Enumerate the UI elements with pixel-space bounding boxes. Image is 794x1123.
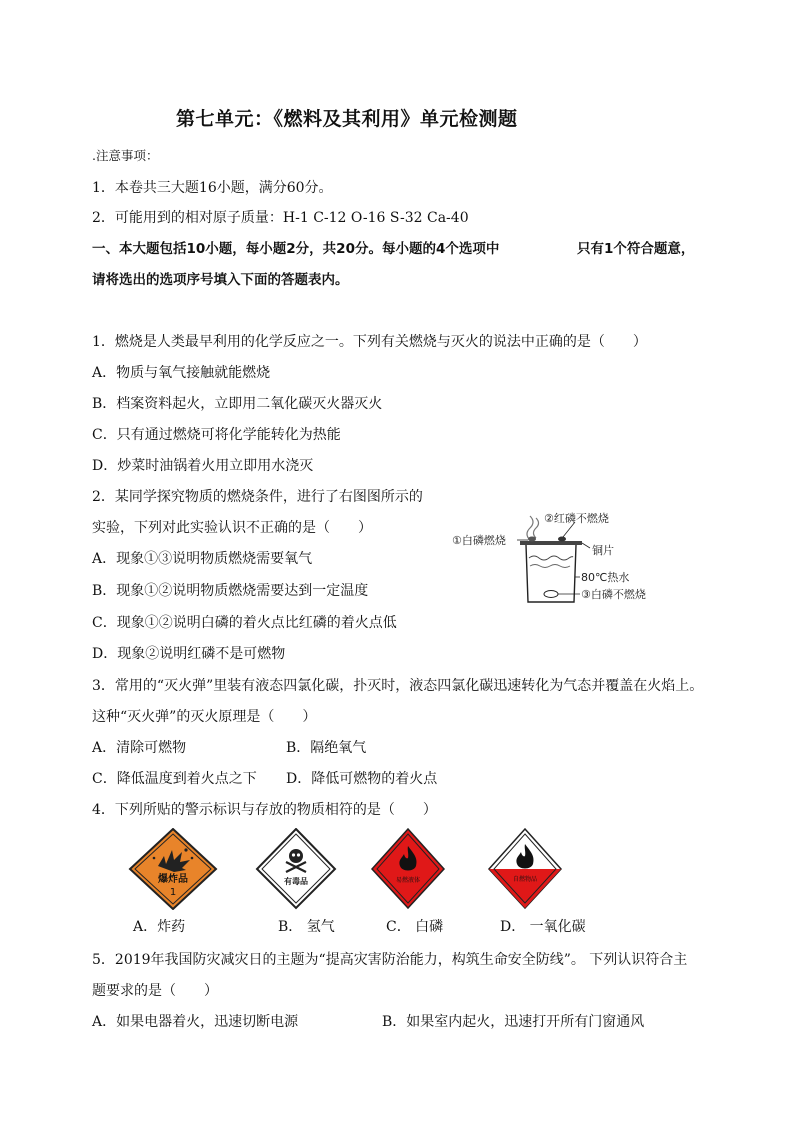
q2-option-b: B．现象①②说明物质燃烧需要达到一定温度 xyxy=(92,583,369,599)
label-white-phosphorus: ①白磷燃烧 xyxy=(452,534,506,547)
explosive-sign-label: 爆炸品 xyxy=(158,874,188,885)
smoke-icon xyxy=(527,516,533,540)
q5-option-b: B．如果室内起火，迅速打开所有门窗通风 xyxy=(382,1014,645,1030)
q2-stem-1: 2．某同学探究物质的燃烧条件，进行了右图图所示的 xyxy=(92,489,423,505)
q2-stem-2: 实验，下列对此实验认识不正确的是（ ） xyxy=(92,520,372,536)
label-hot-water: 80℃热水 xyxy=(581,571,630,584)
note-item-2: 2．可能用到的相对原子质量：H-1 C-12 O-16 S-32 Ca-40 xyxy=(92,210,469,226)
q4-option-c: C． 白磷 xyxy=(386,919,444,935)
q3-option-c: C．降低温度到着火点之下 xyxy=(92,771,257,787)
q1-option-a: A．物质与氧气接触就能燃烧 xyxy=(92,365,271,381)
q4-option-d: D． 一氧化碳 xyxy=(500,919,586,935)
q4-stem: 4．下列所贴的警示标识与存放的物质相符的是（ ） xyxy=(92,802,437,818)
label-copper: 铜片 xyxy=(592,544,614,557)
submerged-white-phosphorus xyxy=(544,591,558,598)
flammable-sign-label: 易燃液体 xyxy=(395,877,421,884)
q3-option-a: A．清除可燃物 xyxy=(92,740,187,756)
notes-header: .注意事项： xyxy=(92,148,159,163)
q5-option-a: A．如果电器着火，迅速切断电源 xyxy=(92,1014,299,1030)
q2-option-c: C．现象①②说明白磷的着火点比红磷的着火点低 xyxy=(92,615,397,631)
toxic-sign-label: 有毒品 xyxy=(284,877,308,886)
q1-stem: 1．燃烧是人类最早利用的化学反应之一。下列有关燃烧与灭火的说法中正确的是（ ） xyxy=(92,334,647,350)
hot-water xyxy=(529,556,573,560)
q4-option-b: B． 氢气 xyxy=(278,919,335,935)
white-phosphorus-dot xyxy=(528,537,536,542)
red-phosphorus-dot xyxy=(558,537,566,542)
q5-stem-2: 题要求的是（ ） xyxy=(92,983,218,999)
smoke-icon xyxy=(534,518,539,538)
q1-option-d: D．炒菜时油锅着火用立即用水浇灭 xyxy=(92,458,314,474)
flammable-liquid-sign xyxy=(370,828,446,910)
page-title: 第七单元：《燃料及其利用》单元检测题 xyxy=(176,108,518,130)
q4-option-a: A．炸药 xyxy=(133,919,186,935)
label-white-phosphorus-2: ③白磷不燃烧 xyxy=(581,588,646,601)
q3-stem-2: 这种“灭火弹”的灭火原理是（ ） xyxy=(92,709,317,725)
q1-option-c: C．只有通过燃烧可将化学能转化为热能 xyxy=(92,427,341,443)
q5-stem-1: 5．2019年我国防灾减灾日的主题为“提高灾害防治能力，构筑生命安全防线”。 下列认识符合主 xyxy=(92,952,688,968)
q2-option-a: A．现象①③说明物质燃烧需要氧气 xyxy=(92,551,313,567)
q3-stem-1: 3．常用的“灭火弹”里装有液态四氯化碳，扑灭时，液态四氯化碳迅速转化为气态并覆盖在火焰上。 xyxy=(92,678,704,694)
q3-option-b: B．隔绝氧气 xyxy=(286,740,367,756)
explosive-sign xyxy=(128,828,218,910)
explosive-sign-number: 1 xyxy=(169,887,177,898)
section1-line1a: 一、本大题包括10小题，每小题2分，共20分。每小题的4个选项中 xyxy=(92,241,500,257)
note-item-1: 1．本卷共三大题16小题，满分60分。 xyxy=(92,180,333,196)
q2-option-d: D．现象②说明红磷不是可燃物 xyxy=(92,646,286,662)
combustion-apparatus-figure xyxy=(450,508,670,608)
label-red-phosphorus: ②红磷不燃烧 xyxy=(544,512,609,525)
toxic-sign xyxy=(255,828,337,910)
spontaneous-sign-label: 自燃物品 xyxy=(512,876,538,883)
q1-option-b: B．档案资料起火，立即用二氧化碳灭火器灭火 xyxy=(92,396,383,412)
spontaneous-combustion-sign xyxy=(487,828,563,910)
q3-option-d: D．降低可燃物的着火点 xyxy=(286,771,438,787)
copper-plate xyxy=(520,541,582,545)
section1-line1b: 只有1个符合题意， xyxy=(577,241,695,257)
section1-line2: 请将选出的选项序号填入下面的答题表内。 xyxy=(92,272,349,288)
